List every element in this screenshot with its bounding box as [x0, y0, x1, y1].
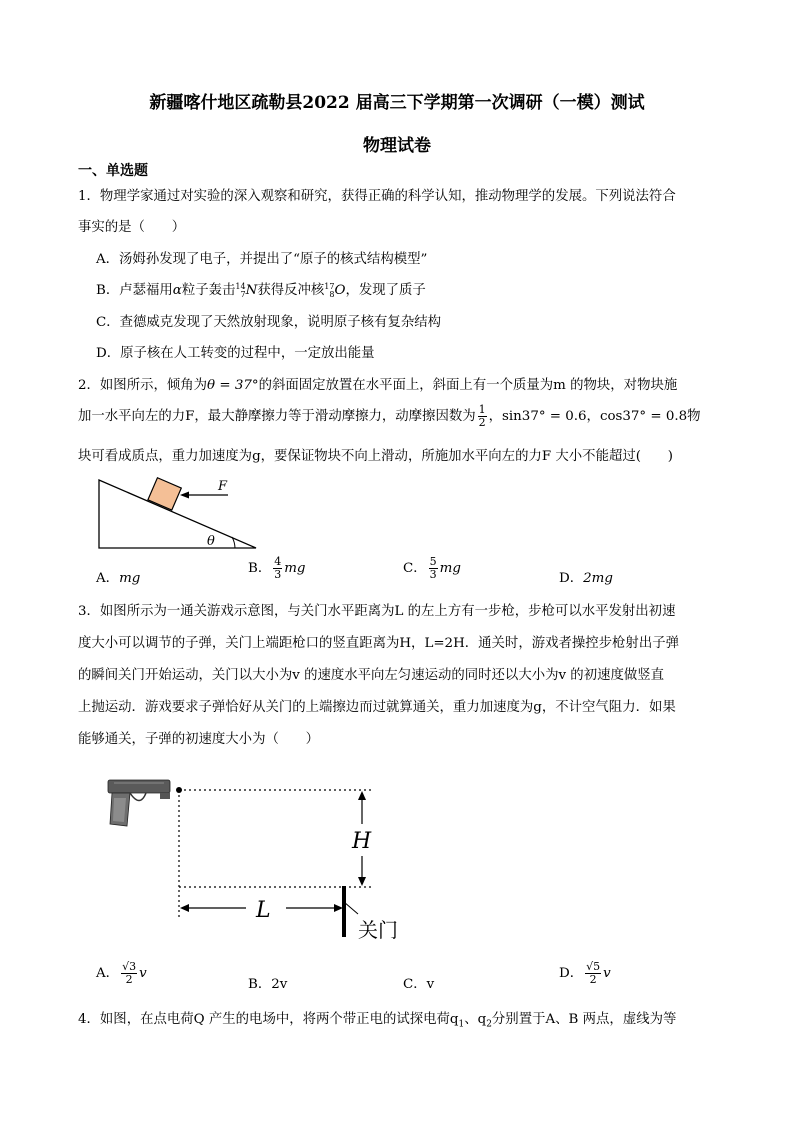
q3-option-d-velocity: v	[603, 966, 611, 981]
oxygen-symbol: O	[334, 283, 346, 298]
fraction-denominator: 2	[125, 973, 133, 986]
oxygen-mass-number: 17	[324, 281, 335, 291]
exam-title: 新疆喀什地区疏勒县2022 届高三下学期第一次调研（一模）测试	[149, 93, 645, 113]
l-arrowhead-right	[334, 904, 343, 912]
q2-line1-pre: 2．如图所示，倾角为	[78, 378, 208, 393]
q2-line2-pre: 加一水平向左的力F，最大静摩擦力等于滑动摩擦力，动摩擦因数为	[78, 409, 476, 424]
oxygen-nuclide-numbers	[324, 283, 334, 299]
angle-label: θ	[207, 534, 215, 549]
q3-option-d-fraction	[585, 961, 601, 986]
fraction-denominator: 3	[274, 568, 282, 581]
q3-option-a-velocity: v	[139, 966, 147, 981]
incline-figure	[96, 476, 266, 552]
h-arrowhead-bottom	[358, 877, 366, 886]
q2-line2-post: ，sin37° = 0.6，cos37° = 0.8物	[488, 409, 701, 424]
oxygen-atomic-number: 8	[329, 289, 335, 299]
q3-option-a	[96, 961, 147, 986]
q2-option-c	[403, 556, 461, 581]
q2-option-b-label: B．	[248, 561, 272, 576]
q2-option-a-label: A．	[96, 571, 120, 586]
q2-stem-line1	[78, 374, 677, 393]
fraction-denominator: 2	[478, 416, 486, 429]
q1-stem-line2: 事实的是（ ）	[78, 220, 186, 235]
q1-option-b	[96, 279, 426, 299]
q1-option-a: A．汤姆孙发现了电子，并提出了“原子的核式结构模型”	[96, 252, 428, 267]
q3-option-d-label: D．	[559, 966, 584, 981]
l-arrowhead-left	[180, 904, 189, 912]
q1-stem-line1: 1．物理学家通过对实验的深入观察和研究，获得正确的科学认知，推动物理学的发展。下列说法符合	[78, 189, 676, 204]
q3-stem-line1: 3．如图所示为一通关游戏示意图，与关门水平距离为L 的左上方有一步枪，步枪可以水平发射出初速	[78, 604, 676, 619]
q1-option-b-post: ，发现了质子	[345, 283, 426, 298]
q2-option-c-label: C．	[403, 561, 427, 576]
l-label: L	[256, 898, 271, 923]
nitrogen-mass-number: 14	[235, 281, 246, 291]
nitrogen-atomic-number: 7	[240, 289, 246, 299]
gate-label-leader	[344, 902, 358, 914]
q3-option-d	[559, 961, 611, 986]
q3-option-a-fraction	[121, 961, 137, 986]
q3-stem-line4: 上抛运动．游戏要求子弹恰好从关门的上端擦边而过就算通关，重力加速度为g，不计空气阻力．如果	[78, 700, 676, 715]
q1-option-b-mid2: 获得反冲核	[257, 283, 325, 298]
q1-option-b-mid1: 粒子轰击	[181, 283, 236, 298]
q3-stem-line5: 能够通关，子弹的初速度大小为（ ）	[78, 732, 320, 747]
q2-option-b-fraction	[273, 556, 282, 581]
q3-option-b: B．2v	[248, 977, 288, 992]
q1-subscript: 1	[458, 1019, 465, 1030]
block	[148, 478, 181, 510]
q1-option-c: C．查德威克发现了天然放射现象，说明原子核有复杂结构	[96, 315, 442, 330]
q2-option-a-value: mg	[119, 571, 141, 586]
gate-label: 关门	[358, 918, 398, 942]
q2-option-d-label: D．	[559, 571, 584, 586]
q4-line1-pre: 4．如图，在点电荷Q 产生的电场中，将两个带正电的试探电荷q	[78, 1012, 459, 1027]
q2-option-a	[96, 567, 140, 586]
q3-stem-line3: 的瞬间关门开始运动，关门以大小为v 的速度水平向左匀速运动的同时还以大小为v 的初速度做竖直	[78, 668, 665, 683]
q4-stem-line1	[78, 1008, 676, 1030]
q3-option-a-label: A．	[96, 966, 120, 981]
q2-stem-line3: 块可看成质点，重力加速度为g，要保证物块不向上滑动，所施加水平向左的力F 大小不能超过( )	[78, 449, 673, 464]
q2-option-d-value: 2mg	[583, 571, 613, 586]
fraction-numerator: 1	[478, 403, 486, 416]
pistol-icon	[108, 780, 170, 826]
block-rect	[148, 478, 181, 510]
nitrogen-symbol: N	[245, 283, 258, 298]
h-arrowhead-top	[358, 791, 366, 800]
q2-stem-line2	[78, 404, 701, 429]
alpha-symbol: α	[172, 283, 182, 298]
q2-option-c-value: mg	[439, 561, 461, 576]
q2-option-d	[559, 567, 613, 586]
fraction-numerator: √5	[586, 960, 601, 973]
q3-stem-line2: 度大小可以调节的子弹，关门上端距枪口的竖直距离为H，L=2H．通关时，游戏者操控步枪射出子弹	[78, 636, 679, 651]
section-heading: 一、单选题	[78, 163, 148, 179]
gate-game-figure	[100, 774, 420, 944]
q1-option-d: D．原子核在人工转变的过程中，一定放出能量	[96, 346, 375, 361]
q2-option-b-value: mg	[284, 561, 306, 576]
exam-subtitle: 物理试卷	[363, 136, 431, 156]
fraction-denominator: 3	[429, 568, 437, 581]
q2-option-c-fraction	[429, 556, 438, 581]
q4-line1-post: 分别置于A、B 两点，虚线为等	[491, 1012, 677, 1027]
q3-option-c: C．v	[403, 977, 435, 992]
nitrogen-nuclide-numbers	[235, 283, 245, 299]
force-label: F	[218, 479, 228, 494]
q1-option-b-pre: B．卢瑟福用	[96, 283, 173, 298]
q2-subscript: 2	[486, 1019, 492, 1030]
fraction-numerator: √3	[122, 960, 137, 973]
fraction-numerator: 4	[274, 555, 282, 568]
q4-line1-mid: 、q	[464, 1012, 487, 1027]
q2-angle-math: θ = 37°	[207, 378, 259, 393]
q2-option-b	[248, 556, 306, 581]
force-arrow-head	[180, 492, 189, 499]
friction-coefficient-fraction	[478, 404, 487, 429]
h-label: H	[352, 829, 372, 854]
fraction-numerator: 5	[429, 555, 437, 568]
q2-line1-post: 的斜面固定放置在水平面上，斜面上有一个质量为m 的物块，对物块施	[258, 378, 678, 393]
fraction-denominator: 2	[589, 973, 597, 986]
